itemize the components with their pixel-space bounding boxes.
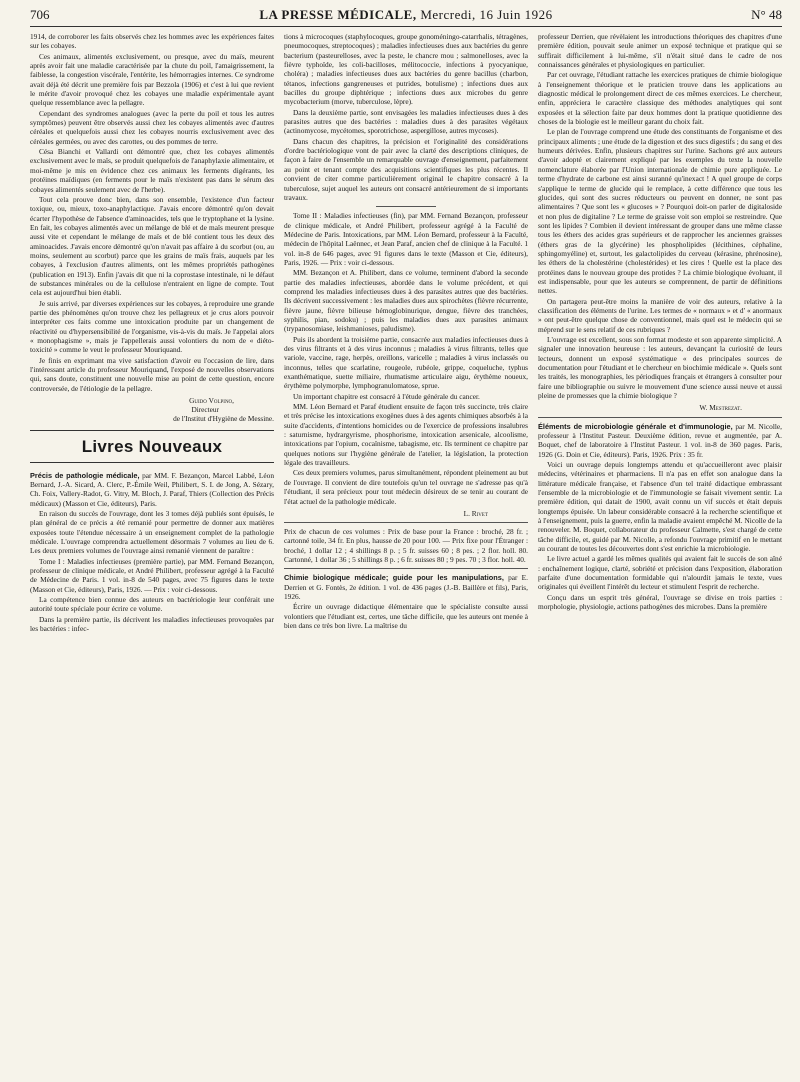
signature-title: Directeur [191,405,219,415]
paragraph: L'ouvrage est excellent, sous son format modeste et son apparente simplicité. A signaler une innovation heureuse : les auteurs, devançant la curiosité de leurs lecteurs, donnent un exposé systématique « des principales sources de documentation pour l'étudiant et le chercheur en biochimie médicale ». Quels sont les traités, les monographies, les périodiques français et étrangers à consulter pour faire une bibliographie ou suivre le mouvement d'une science aussi neuve et aussi pleine de promesses que la chimie biologique ? [538,335,782,401]
review-heading [30,471,274,508]
paragraph: Par cet ouvrage, l'étudiant rattache les exercices pratiques de chimie biologique à l'enseignement théorique et le praticien trouve dans les applications au diagnostic médical le prolongement direct de ces mêmes exercices. Le chercheur, enfin, appréciera le caractère classique des méthodes analytiques qui sont exposées et la sélection faite par deux hommes dont la pratique quotidienne des choses de la biologie est le meilleur garant du choix fait. [538,70,782,127]
paragraph: MM. Léon Bernard et Paraf étudient ensuite de façon très succincte, très claire et très précise les intoxications exogènes dues à des agents chimiques absorbés à la suite d'accidents, d'intentions homicides ou de l'exercice de professions insalubres : saturnisme, hydrargyrisme, phosphorisme, intoxication arsenicale, alcoolisme, intoxications par l'opium, cocaïnisme, tabagisme, etc. Ils terminent ce chapitre par quelques notions sur l'hygiène générale de l'atelier, la législation, la protection légale des travailleurs. [284,402,528,468]
paragraph: Je finis en exprimant ma vive satisfaction d'avoir eu l'occasion de lire, dans l'intéressant article du professeur Mouriquand, l'exposé de nouvelles observations qui, sans doute, constituent une nouvelle mise au point de cette question, encore controversée, de l'étiologie de la pellagre. [30,355,274,393]
author-signature [30,396,274,424]
column-2 [284,32,528,1076]
paragraph: Je suis arrivé, par diverses expériences sur les cobayes, à reproduire une grande partie des phénomènes qu'on trouve chez les pellagreux et je crus alors pouvoir interpréter ces faits comme une intoxication produite par un changement de réactivité ou d'hypersensibilité de l'organisme, vis-à-vis du maïs. Je l'appelai alors « monophagisme », mais je l'appellerais aussi volontiers du nom de « diéto-toxicité » comme le veut le professeur Mouriquand. [30,298,274,355]
issue-number: N° 48 [751,7,782,22]
paragraph: Puis ils abordent la troisième partie, consacrée aux maladies infectieuses dues à des virus filtrants et à des virus inconnus ; maladies à virus filtrants, telles que variole, vaccine, rage, herpès, oreillons, varicelle ; maladies à virus inclassés ou inconnus, telles que scarlatine, rougeole, rubéole, grippe, coqueluche, typhus exanthématique, suette miliaire, rhumatisme articulaire aigu, érythème noueux, érythème polymorphe, lymphogranulomatose, sprue. [284,334,528,391]
paragraph: 1914, de corroborer les faits observés chez les hommes avec les expériences faites sur les cobayes. [30,32,274,51]
review-heading [284,573,528,601]
signature-name: Guido Volpino, [189,396,234,406]
paragraph: Dans chacun des chapitres, la précision et l'originalité des considérations d'ordre bactériologique vont de pair avec la clarté des descriptions cliniques, de façon à faire de l'ensemble un remarquable ouvrage d'enseignement, parfaitement au point et tenant compte des acquisitions scientifiques les plus récentes. Il convient de citer comme particulièrement original le chapitre consacré à la tuberculose, sujet auquel les auteurs ont consacré antérieurement de si importants travaux. [284,136,528,202]
signature-name: L. Rivet [463,508,488,518]
review-title: Éléments de microbiologie générale et d'immunologie, [538,421,733,431]
paragraph: Ces animaux, alimentés exclusivement, ou presque, avec du maïs, meurent après avoir fait une maladie caractérisée par la chute du poil, l'amaigrissement, la faiblesse, la congestion viscérale, l'entérite, les hémorragies internes. Ce syndrome avait déjà été décrit une première fois par Bezzola (1906) et c'est à lui que revient le mérite d'avoir provoqué chez les cobayes une maladie expérimentale ayant quelque ressemblance avec la pellagre. [30,51,274,108]
paragraph: Tome I : Maladies infectieuses (première partie), par MM. Fernand Bezançon, professeur de clinique médicale, et André Philibert, professeur agrégé à la Faculté de Médecine de Paris. 1 vol. in-8 de 540 pages, avec 75 figures dans le texte (Masson et Cie, éditeurs), Paris, 1926. — Prix : voir ci-dessous. [30,556,274,594]
paragraph: Le plan de l'ouvrage comprend une étude des constituants de l'organisme et des principaux aliments ; une étude de la digestion et des sucs digestifs ; du sang et des humeurs dérivées. Enfin, plusieurs chapitres sur l'urine. Sachons gré aux auteurs d'avoir adopté et clairement expliqué par les exemples du texte la nouvelle nomenclature élaborée par l'Union internationale de chimie pure appliquée. Le terme d'hydrate de carbone est ainsi suranné qu'inexact ! A quel groupe de corps s'applique le terme de glucide qui le remplace, à cette différence que tous les glucides, qui sont des sucres réducteurs ou peuvent en donner, ne sont pas alimentaires ? Que sont les « glucoses » ? Pourquoi doit-on parler de digitaloside et non plus de digitaline ? Le terme de graisse voit son emploi se restreindre. Que sont les lipides ? Combien il devient intéressant de grouper dans une même classe tous les éthers des acides gras supérieurs et de rapprocher les anciennes graisses (éthers gras de la glycérine) les phospholipides (lécithines, céphaline, sphingomyéline) et, surtout, les galactolipides du cerveau (kérasine, phrénosine), les éthers de la cholestérine (cholestérides) et les cires ! Quelle est la place des protéines dans le nouveau groupe des protides ? La chimie biologique évoluant, il est indispensable, pour que les auteurs se comprennent, de partir de définitions nettes. [538,127,782,296]
paragraph: MM. Bezançon et A. Philibert, dans ce volume, terminent d'abord la seconde partie des maladies infectieuses, abordée dans le volume précédent, et qui comprend les maladies infectieuses dues à des parasites autres que des bactéries. Ils décrivent successivement : les maladies dues aux spirochètes (fièvre récurrente, fièvre jaune, fièvre bilieuse hémoglobinurique, dengue, fièvre des tranchées, syphilis, pian, sodoku) ; puis les maladies dues aux parasites animaux (trypanosomiase, leishmanioses, paludisme). [284,268,528,334]
review-heading [538,422,782,459]
paragraph: Ces deux premiers volumes, parus simultanément, répondent pleinement au but de l'ouvrage. Il convient de dire toutefois qu'un tel ouvrage ne s'adresse pas qu'à l'étudiant, il sera précieux pour tout médecin désireux de se tenir au courant de l'état actuel de la pathologie médicale. [284,468,528,506]
journal-title-line [30,7,782,23]
issue-date: Mercredi, 16 Juin 1926 [420,7,553,22]
divider [284,568,528,569]
review-title: Précis de pathologie médicale, [30,470,140,480]
paragraph: Le livre actuel a gardé les mêmes qualités qui avaient fait le succès de son aîné : enchaînement logique, clarté, sobriété et précision dans l'exposition, élaboration parfaite d'une documentation formidable qui n'alourdit jamais le texte, vues originales qui éveillent l'intérêt du lecteur et stimulent l'esprit de recherche. [538,554,782,592]
paragraph: Césa Bianchi et Vallardi ont démontré que, chez les cobayes alimentés exclusivement avec le maïs, se produit quelquefois de l'anaphylaxie alimentaire, et moi-même je mis en évidence chez ces animaux les ferments digérants, les protéines maïdiques (en ferments pour le maïs n'existent pas dans le sérum des cobayes alimentés seulement avec de l'herbe). [30,147,274,194]
paragraph: Écrire un ouvrage didactique élémentaire que le spécialiste consulte aussi volontiers que l'étudiant est, certes, une tâche difficile, que les auteurs ont menée à bien dans ce très bon livre. La maîtrise du [284,602,528,631]
author-signature [538,403,782,412]
section-divider [30,430,274,431]
paragraph: On partagera peut-être moins la manière de voir des auteurs, relative à la classification des éléments de l'urine. Les termes de « normaux » et d' « anormaux » ont peut-être quelque chose de conventionnel, mais quel est le médecin qui se méprend sur le sens relatif de ces rubriques ? [538,296,782,334]
column-1 [30,32,274,1076]
paragraph: Conçu dans un esprit très général, l'ouvrage se divise en trois parties : morphologie, physiologie, actions pathogènes des microbes. Dans la première [538,592,782,612]
paragraph: Voici un ouvrage depuis longtemps attendu et qu'accueilleront avec plaisir médecins, vétérinaires et pharmaciens. Il n'a pas en effet son analogue dans la littérature médicale française, et l'absence d'un tel traité didactique embrassant l'ensemble de la microbiologie et de l'immunologie se faisait vivement sentir. La première édition, qui datait de 1900, avait connu un vif succès et était depuis longtemps épuisée. Un labeur considérable consacré à la recherche scientifique et à l'enseignement, puis la guerre, enfin la maladie avaient empêché M. Nicolle de la renouveler. M. Boquet, collaborateur du professeur Calmette, s'est chargé de cette tâche difficile, et, guidé par M. Nicolle, a refondu l'ouvrage primitif en le mettant au courant de toutes les découvertes dont s'est enrichie la microbiologie. [538,459,782,554]
divider [538,417,782,418]
paragraph: Dans la première partie, ils décrivent les maladies infectieuses provoquées par les bactéries : infec- [30,614,274,634]
paragraph: tions à microcoques (staphylocoques, groupe gonoméningo-catarrhalis, tétragènes, pneumocoques, streptocoques) ; maladies infectieuses dues aux bactéries du genre bacterium (pasteurelloses, avec la peste, le chancre mou ; salmonelloses, avec la fièvre typhoïde, les coli-bacilloses, mélitococcie, infections à pyocyanique, choléra) ; maladies infectieuses dues aux bactéries du genre bacillus (charbon, tétanos, infections gangreneuses et putrides, botulisme) ; infections dues aux bacilles du groupe diphtérique ; infections dues aux microbes du genre mycobacterium (morve, tuberculose, lèpre). [284,32,528,107]
paragraph: professeur Derrien, que révèlaient les introductions théoriques des chapitres d'une première édition, pouvait seule animer un exposé technique et pratique qui se suffirait difficilement à lui-même, s'il n'était situé dans le cadre de nos connaissances générales et physiologiques en particulier. [538,32,782,70]
paragraph: Un important chapitre est consacré à l'étude générale du cancer. [293,391,480,401]
paragraph: Dans la deuxième partie, sont envisagées les maladies infectieuses dues à des parasites autres que des bactéries : maladies dues à des parasites végétaux (actinomycose, mycétomes, sporotrichose, aspergillose, autres mycoses). [284,107,528,136]
review-citation: par M. Nicolle, professeur à l'Institut Pasteur. Deuxième édition, revue et augmentée, par A. Boquet, chef de laboratoire à l'Institut Pasteur. 1 vol. in-8 de 360 pages. Paris, 1926 (G. Doin et Cie, éditeurs). Paris, 1926. Prix : 35 fr. [538,421,782,459]
author-signature [284,509,528,518]
paragraph: La compétence bien connue des auteurs en bactériologie leur conférait une autorité toute spéciale pour écrire ce volume. [30,595,274,614]
page-number: 706 [30,7,50,22]
review-citation: par MM. F. Bezançon, Marcel Labbé, Léon Bernard, J.-A. Sicard, A. Clerc, P.-Émile Weil, Philibert, S. I. de Jong, A. Sézary, Ch. Foix, Vallery-Radot, G. Vitry, M. Bloch, J. Paraf, Thiers (Collection des Précis médicaux) (Masson et Cie, éditeurs), Paris. [30,470,274,508]
divider [376,206,436,207]
paragraph: Tout cela prouve donc bien, dans son ensemble, l'existence d'un facteur toxique, ou, mieux, toxo-anaphylactique. J'avais encore démontré qu'on devait écarter l'hypothèse de l'absence d'aminoacides, tels que le tryptophane et la lysine. En fait, les cobayes alimentés avec un mélange de blé et de maïs meurent presque aussi vite et cependant le mélange de maïs et de blé contient tous les deux des aminoacides. J'avais encore démontré qu'on n'avait pas affaire à du scorbut (ou, au moins, seulement au scorbut) parce que les grains de maïs frais, auquels par les cobayes, à l'exclusion d'autres aliments, ont les mêmes propriétés pathogènes (publication en 1913). Enfin j'avais dit que ni la coprostase intestinale, ni le défaut de substances minérales ou de la cellulose n'entraient en ligne de compte. Tout cela est aujourd'hui bien établi. [30,194,274,298]
section-title: Livres Nouveaux [30,434,274,463]
signature-name: W. Mestrezat. [699,403,742,413]
column-3 [538,32,782,1076]
paragraph: En raison du succès de l'ouvrage, dont les 3 tomes déjà publiés sont épuisés, le plan général de ce précis a été remanié pour permettre de donner aux matières exposées toute l'étendue nécessaire à un enseignement complet de la pathologie médicale. L'ouvrage comprendra actuellement désormais 7 volumes au lieu de 6. Les deux premiers volumes de l'ouvrage ainsi remanié viennent de paraître : [30,509,274,556]
review-citation: par E. Derrien et G. Fontès, 2e édition. 1 vol. de 436 pages (J.-B. Baillère et fils), Paris, 1926. [284,573,528,602]
paragraph: Cependant des syndromes analogues (avec la perte du poil et tous les autres symptômes) peuvent être observés aussi chez les cobayes alimentés avec d'autres céréales et quelquefois aussi chez les cobayes nourris exclusivement avec des céréales germées, ou avec des carottes, ou des pommes de terre. [30,108,274,146]
paragraph: Tome II : Maladies infectieuses (fin), par MM. Fernand Bezançon, professeur de clinique médicale, et André Philibert, professeur agrégé à la Faculté de Médecine de Paris. Intoxications, par MM. Léon Bernard, professeur à la Faculté, médecin de l'hôpital Laënnec, et Jean Paraf, ancien chef de clinique à la Faculté. 1 vol. in-8 de 646 pages, avec 91 figures dans le texte (Masson et Cie, éditeurs), Paris, 1926. — Prix : voir ci-dessous. [284,211,528,267]
paragraph: Prix de chacun de ces volumes : Prix de base pour la France : broché, 28 fr. ; cartonné toile, 34 fr. En plus, hausse de 20 pour 100. — Prix fixe pour l'Étranger : broché, 1 dollar 12 ; 4 shillings 8 p. ; 5 fr. suisses 60 ; 8 pes. ; 2 flor. holl. 80. Cartonné, 1 dollar 36 ; 5 shillings 8 p. ; 6 fr. suisses 80 ; 9 pes. 70 ; 3 flor. holl. 40. [284,527,528,565]
signature-affiliation: de l'Institut d'Hygiène de Messine. [173,414,274,424]
journal-name: LA PRESSE MÉDICALE, [259,7,417,22]
divider [284,522,528,523]
page-header [30,6,782,27]
review-title: Chimie biologique médicale; guide pour les manipulations, [284,573,504,583]
